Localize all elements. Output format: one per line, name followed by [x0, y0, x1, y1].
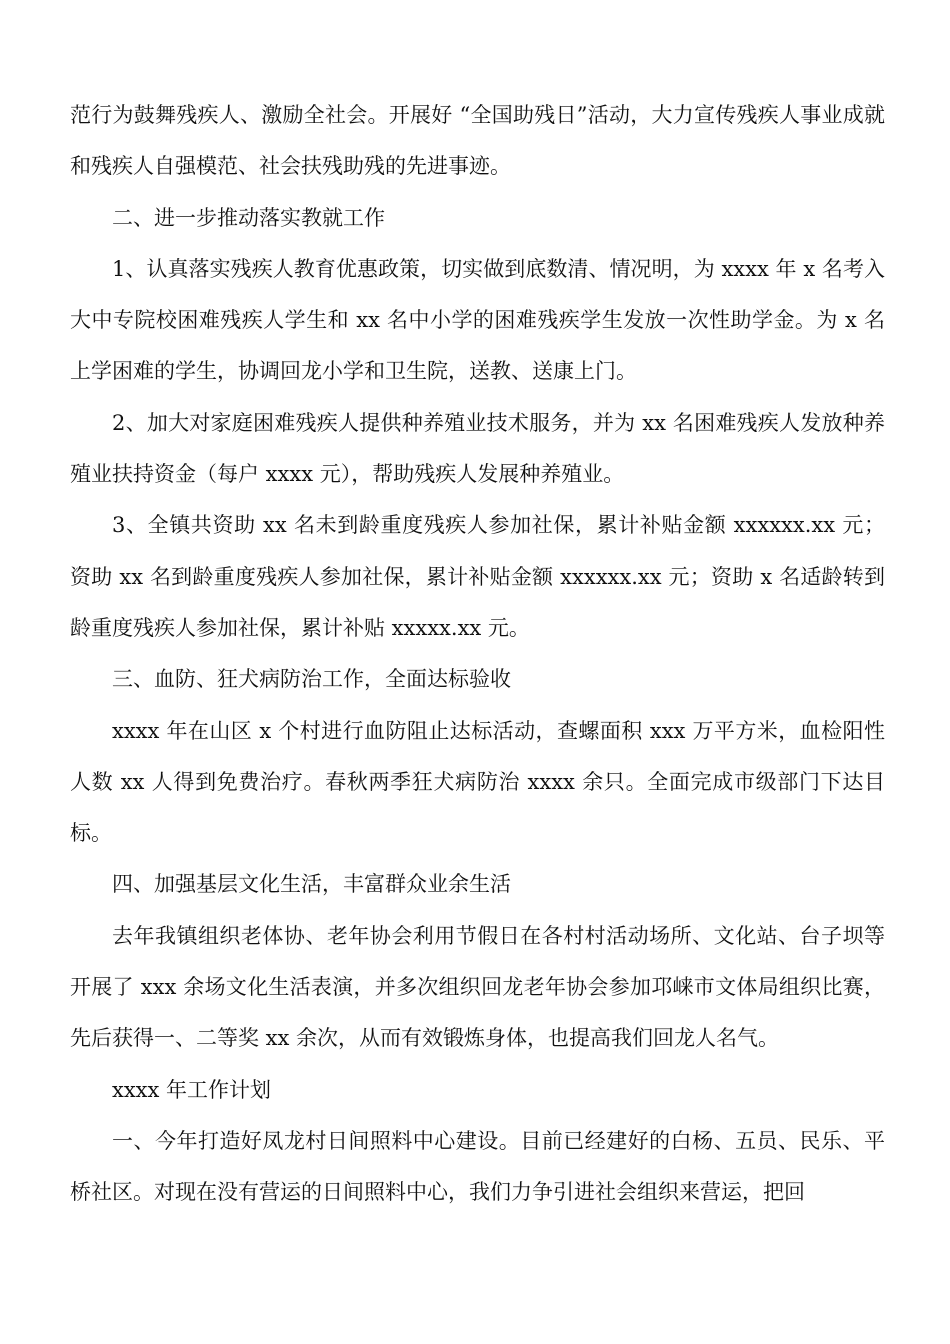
paragraph-publicity: 范行为鼓舞残疾人、激励全社会。开展好 “全国助残日”活动，大力宣传残疾人事业成就和残疾人自强模范、社会扶残助残的先进事迹。	[70, 103, 885, 179]
paragraph-education-policy: 1、认真落实残疾人教育优惠政策，切实做到底数清、情况明，为 xxxx 年 x 名考入大中专院校困难残疾人学生和 xx 名中小学的困难残疾学生发放一次性助学金。为 x 名上学困难的学生，协调回龙小学和卫生院，送教、送康上门。	[70, 256, 885, 384]
heading-work-plan: xxxx 年工作计划	[112, 1077, 272, 1102]
paragraph-cultural-life: 去年我镇组织老体协、老年协会利用节假日在各村村活动场所、文化站、台子坝等开展了 xxx 余场文化生活表演，并多次组织回龙老年协会参加邛崃市文体局组织比赛，先后获得一、二等奖 xx 余次，从而有效锻炼身体，也提高我们回龙人名气。	[70, 923, 885, 1051]
heading-disease-prevention: 三、血防、狂犬病防治工作，全面达标验收	[112, 667, 511, 692]
paragraph-day-care-center: 一、今年打造好凤龙村日间照料中心建设。目前已经建好的白杨、五员、民乐、平桥社区。对现在没有营运的日间照料中心，我们力争引进社会组织来营运，把回	[70, 1128, 885, 1205]
paragraph-disease-prevention: xxxx 年在山区 x 个村进行血防阻止达标活动，查螺面积 xxx 万平方米，血检阳性人数 xx 人得到免费治疗。春秋两季狂犬病防治 xxxx 余只。全面完成市级部门下达目标。	[70, 718, 885, 846]
paragraph-farming-support: 2、加大对家庭困难残疾人提供种养殖业技术服务，并为 xx 名困难残疾人发放种养殖业扶持资金（每户 xxxx 元），帮助残疾人发展种养殖业。	[70, 410, 885, 487]
heading-cultural-life: 四、加强基层文化生活，丰富群众业余生活	[112, 872, 511, 897]
paragraph-social-insurance: 3、全镇共资助 xx 名未到龄重度残疾人参加社保，累计补贴金额 xxxxxx.xx 元；资助 xx 名到龄重度残疾人参加社保，累计补贴金额 xxxxxx.xx 元；资助 x 名适龄转到龄重度残疾人参加社保，累计补贴 xxxxx.xx 元。	[70, 513, 885, 640]
document-page	[70, 90, 885, 1219]
heading-education-employment: 二、进一步推动落实教就工作	[112, 205, 385, 230]
